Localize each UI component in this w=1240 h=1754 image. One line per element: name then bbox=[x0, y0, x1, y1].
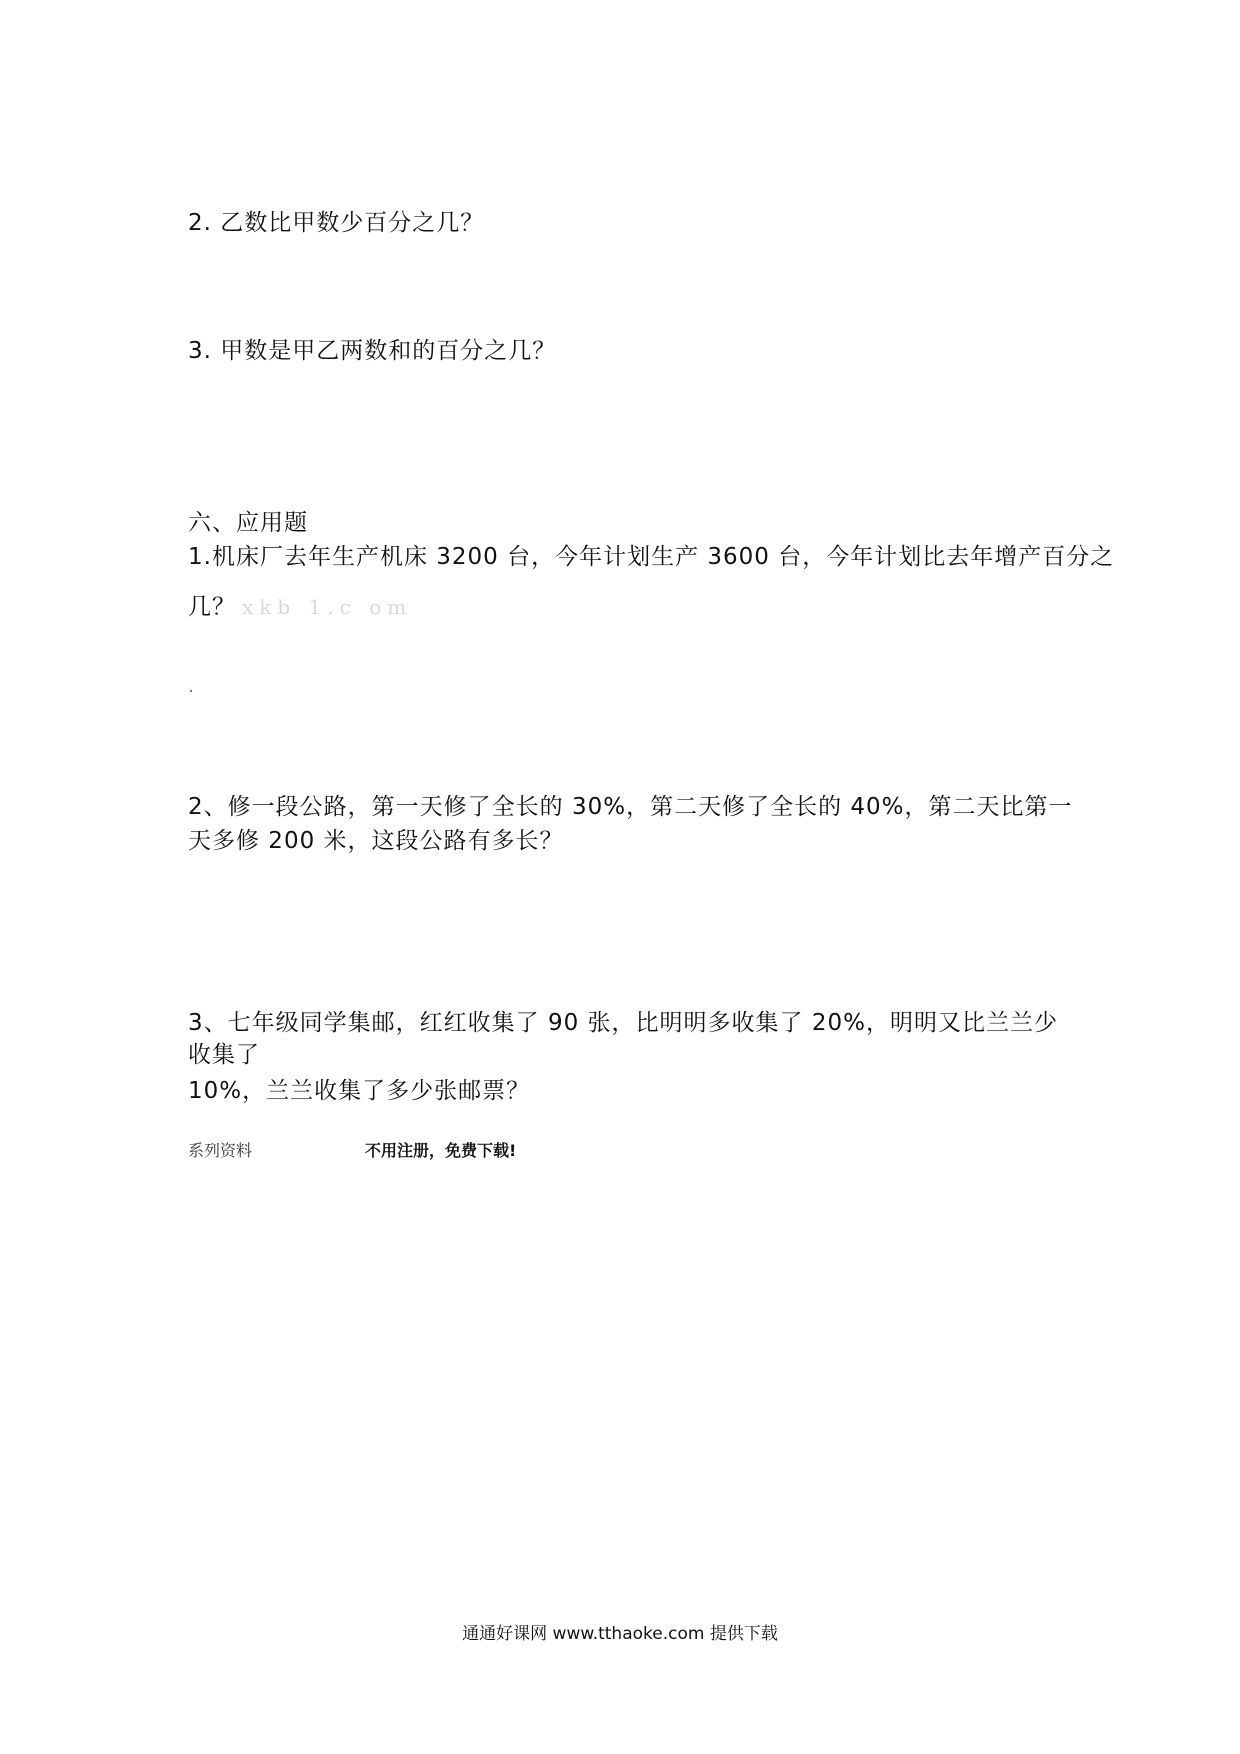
section-title: 六、应用题 bbox=[188, 510, 308, 536]
series-note: 系列资料 bbox=[188, 1141, 253, 1160]
watermark-text: xkb 1.c om bbox=[242, 595, 413, 619]
free-download-note: 不用注册，免费下载! bbox=[365, 1141, 517, 1160]
problem-1-text: 几？ bbox=[188, 594, 236, 620]
problem-1-line-2 bbox=[188, 592, 412, 622]
problem-1-line-1: 1.机床厂去年生产机床 3200 台，今年计划生产 3600 台，今年计划比去年增产百分之 bbox=[188, 544, 1115, 570]
page-footer: 通通好课网 www.tthaoke.com 提供下载 bbox=[462, 1624, 778, 1644]
problem-2-line-2: 天多修 200 米，这段公路有多长？ bbox=[188, 828, 564, 854]
stray-dot bbox=[190, 690, 192, 692]
question-3: 3. 甲数是甲乙两数和的百分之几？ bbox=[188, 338, 557, 364]
problem-3-line-1: 3、七年级同学集邮，红红收集了 90 张，比明明多收集了 20%，明明又比兰兰少 bbox=[188, 1010, 1058, 1036]
problem-3-line-2: 收集了 bbox=[188, 1042, 260, 1068]
problem-3-line-3: 10%，兰兰收集了多少张邮票？ bbox=[188, 1078, 531, 1104]
question-2: 2. 乙数比甲数少百分之几？ bbox=[188, 210, 485, 236]
problem-2-line-1: 2、修一段公路，第一天修了全长的 30%，第二天修了全长的 40%，第二天比第一 bbox=[188, 794, 1073, 820]
